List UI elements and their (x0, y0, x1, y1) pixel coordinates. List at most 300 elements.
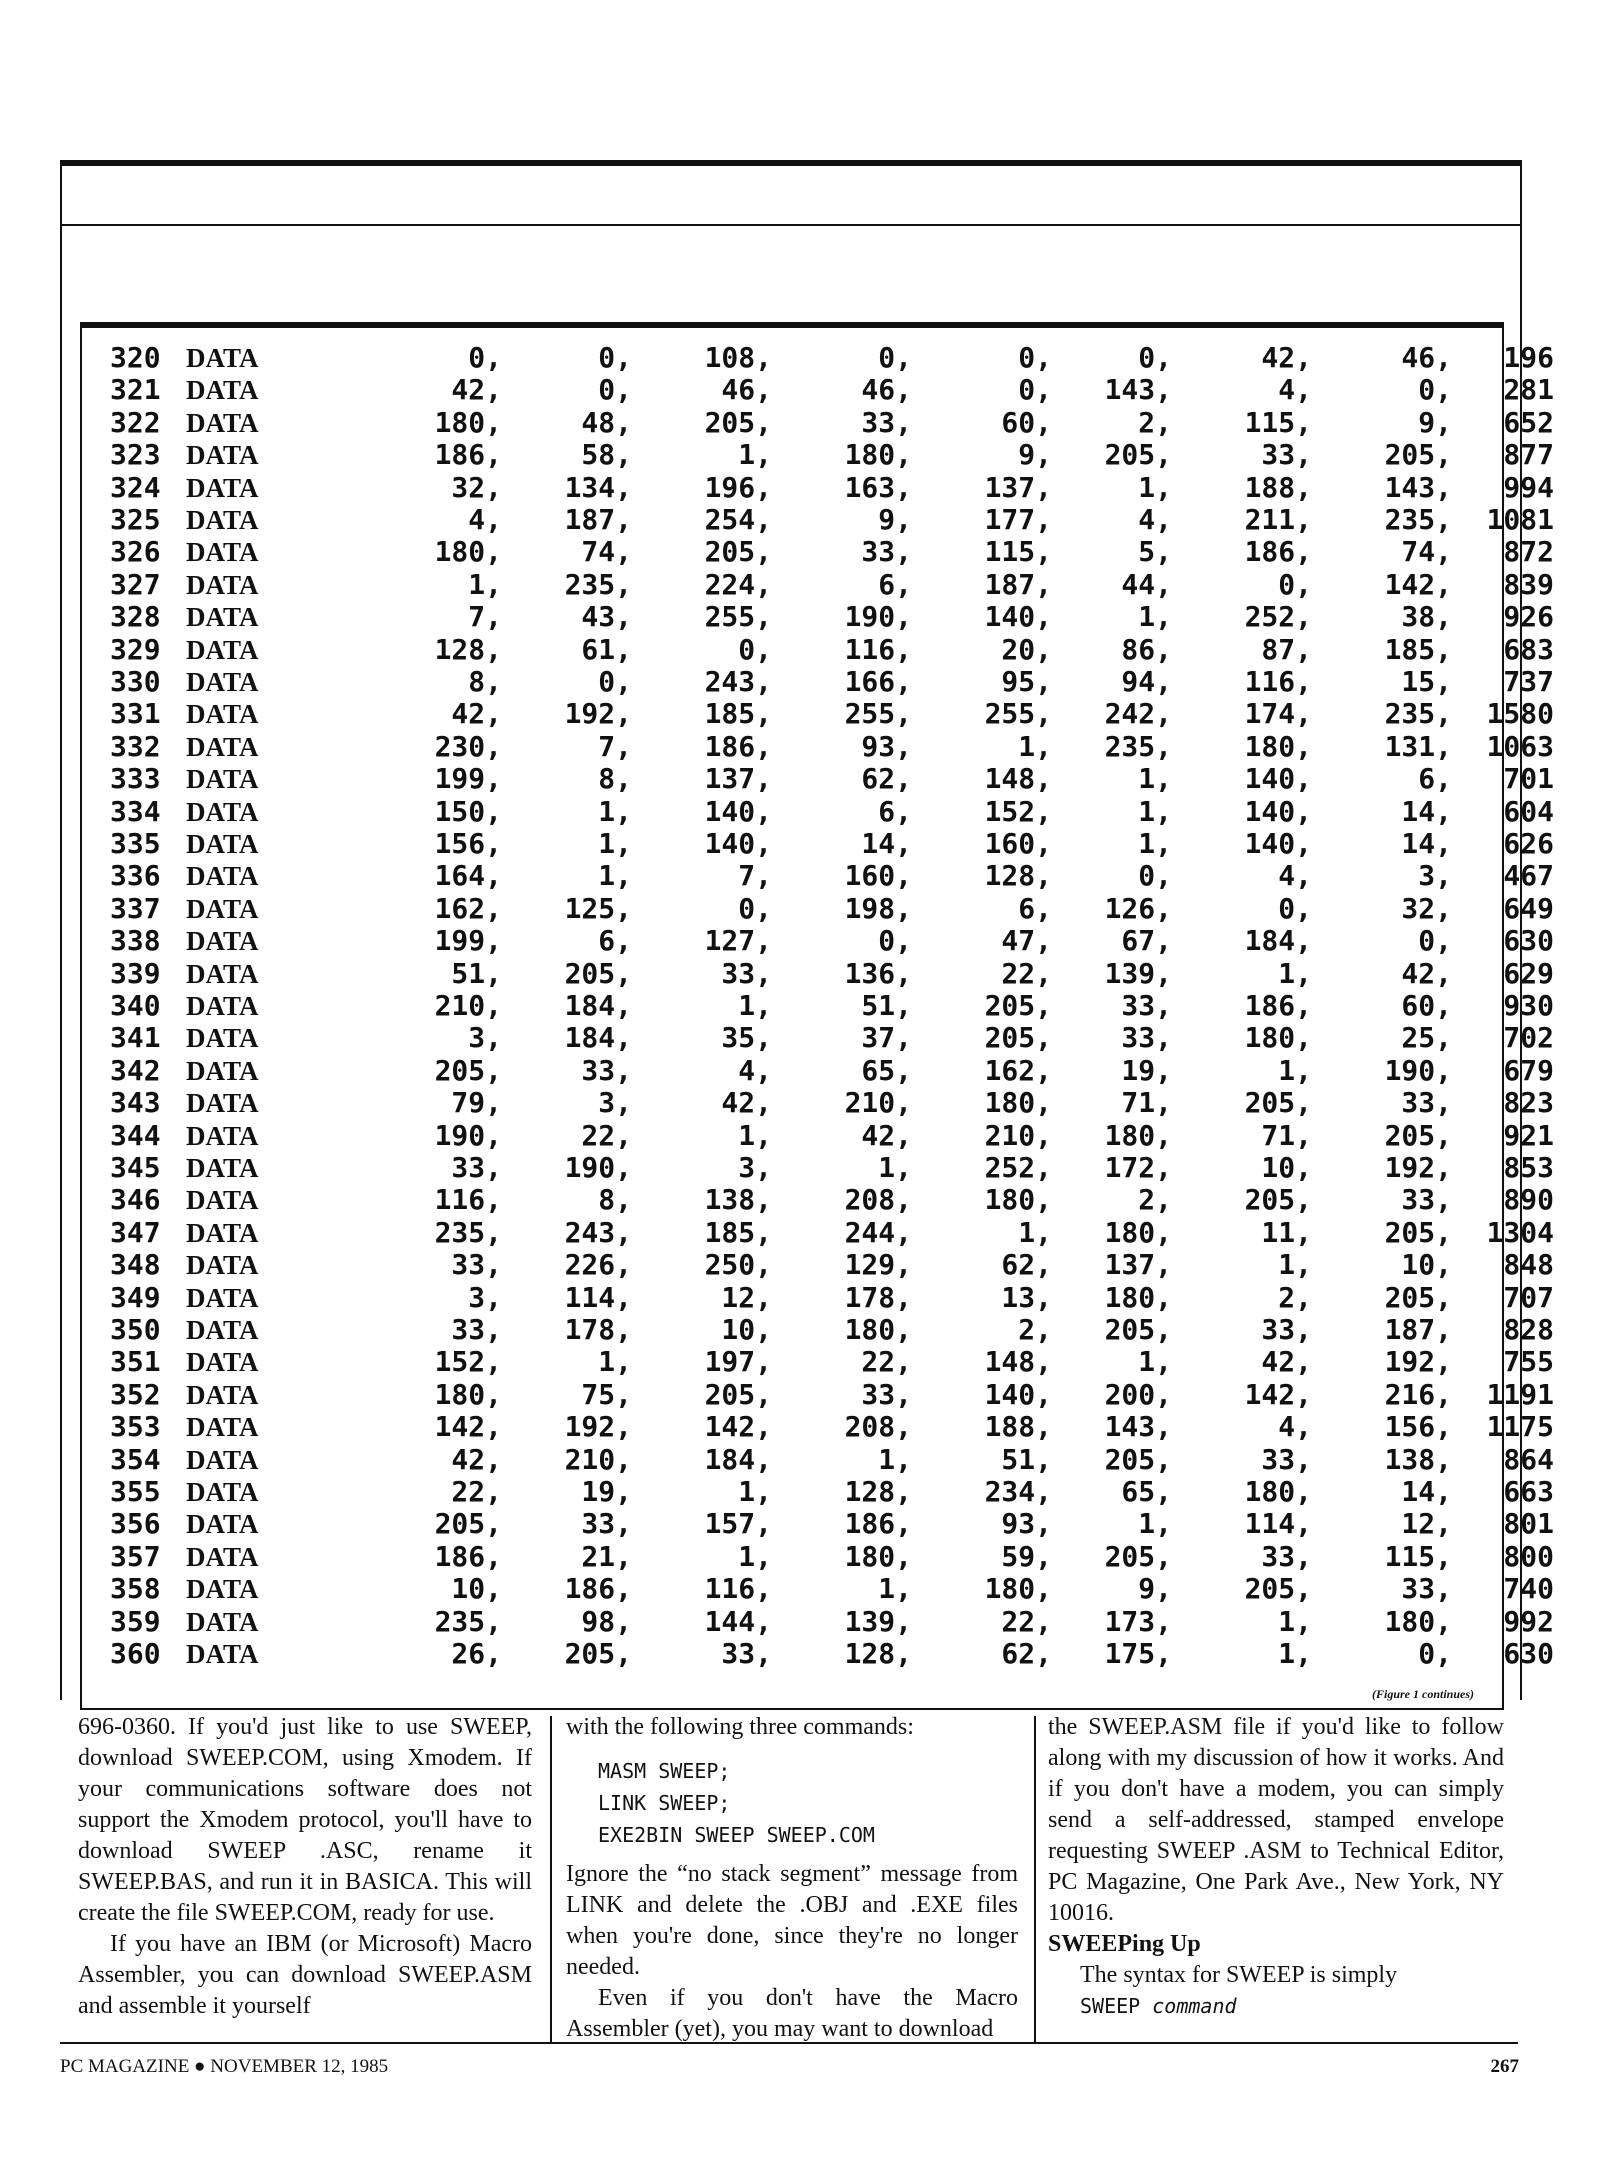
data-keyword: DATA (186, 343, 259, 373)
line-number: 360 (110, 1637, 161, 1670)
data-value: 166, (844, 665, 912, 698)
line-number: 340 (110, 989, 161, 1022)
data-value: 142, (434, 1410, 502, 1444)
data-value: 5, (1138, 535, 1172, 569)
data-value: 1, (1138, 600, 1172, 634)
listing-row (82, 470, 1554, 504)
line-number: 351 (110, 1345, 161, 1379)
paragraph: The syntax for SWEEP is simply (1080, 1962, 1398, 1988)
line-number: 330 (110, 665, 161, 698)
data-value: 0, (738, 632, 772, 666)
data-value: 2, (1138, 1183, 1172, 1217)
data-keyword: DATA (186, 699, 259, 730)
data-value: 144, (704, 1604, 772, 1638)
line-number: 352 (110, 1377, 161, 1411)
paragraph: Ignore the “no stack segment” message from LINK and delete the .OBJ and .EXE files when you're done, since they're no longer needed. (566, 1861, 1018, 1980)
listing-row (82, 1410, 1554, 1444)
data-value: 180, (984, 1572, 1052, 1606)
data-value: 33, (451, 1151, 502, 1184)
data-value: 1, (878, 1442, 912, 1476)
data-value: 9, (878, 503, 912, 536)
data-value: 186, (1244, 535, 1312, 569)
listing-row (82, 1475, 1554, 1508)
checksum-value: 281 (1503, 373, 1554, 407)
article-column-2 (566, 1712, 1018, 2042)
data-value: 205, (704, 405, 772, 439)
data-value: 1, (1278, 956, 1312, 990)
data-value: 152, (984, 794, 1052, 828)
section-heading: SWEEPing Up (1048, 1931, 1201, 1957)
data-value: 200, (1104, 1377, 1172, 1411)
data-value: 235, (1384, 697, 1452, 731)
data-keyword: DATA (186, 1153, 259, 1183)
data-value: 140, (704, 794, 772, 828)
data-value: 244, (844, 1215, 912, 1249)
data-value: 3, (738, 1151, 772, 1184)
data-value: 9, (1418, 405, 1452, 439)
data-value: 140, (984, 600, 1052, 634)
data-value: 235, (1104, 729, 1172, 763)
data-value: 33, (861, 1377, 912, 1411)
listing-row (82, 1086, 1554, 1120)
data-value: 6, (598, 924, 632, 958)
paragraph: the SWEEP.ASM file if you'd like to follow along with my discussion of how it works. And if you don't have a modem, you can simply send a self-addressed, stamped envelope requesting SWEEP .ASM to Technical Editor, PC Magazine, One Park Ave., New York, NY 10016. (1048, 1714, 1504, 1926)
data-value: 33, (1121, 989, 1172, 1022)
data-value: 184, (564, 989, 632, 1022)
data-value: 180, (434, 405, 502, 439)
data-value: 235, (434, 1215, 502, 1249)
data-value: 140, (704, 827, 772, 860)
data-value: 33, (721, 1637, 772, 1670)
data-value: 33, (1261, 1313, 1312, 1346)
data-value: 163, (844, 470, 912, 504)
data-value: 178, (564, 1313, 632, 1346)
data-value: 197, (704, 1345, 772, 1379)
data-value: 51, (1001, 1442, 1052, 1476)
data-value: 33, (1401, 1086, 1452, 1120)
data-value: 164, (434, 859, 502, 893)
checksum-value: 1304 (1486, 1215, 1554, 1249)
data-value: 1, (1018, 729, 1052, 763)
line-number: 327 (110, 567, 161, 601)
data-value: 4, (1138, 503, 1172, 536)
data-value: 10, (1261, 1151, 1312, 1184)
data-value: 37, (861, 1021, 912, 1055)
data-value: 1, (878, 1151, 912, 1184)
data-value: 21, (581, 1539, 632, 1573)
checksum-value: 877 (1503, 438, 1554, 472)
data-value: 116, (434, 1183, 502, 1217)
checksum-value: 853 (1503, 1151, 1554, 1184)
data-value: 224, (704, 567, 772, 601)
data-value: 2, (1138, 405, 1172, 439)
data-value: 242, (1104, 697, 1172, 731)
line-number: 345 (110, 1151, 161, 1184)
data-keyword: DATA (186, 1477, 259, 1507)
data-keyword: DATA (186, 1541, 259, 1572)
data-value: 6, (878, 794, 912, 828)
line-number: 348 (110, 1248, 161, 1282)
checksum-value: 1191 (1486, 1377, 1554, 1411)
line-number: 326 (110, 535, 161, 569)
data-value: 38, (1401, 600, 1452, 634)
data-value: 143, (1384, 470, 1452, 504)
data-value: 136, (844, 956, 912, 990)
checksum-value: 630 (1503, 1637, 1554, 1670)
data-value: 0, (878, 924, 912, 958)
data-value: 26, (451, 1637, 502, 1670)
data-value: 1, (1138, 794, 1172, 828)
column-divider (1034, 1716, 1036, 2042)
data-value: 44, (1121, 567, 1172, 601)
data-value: 186, (844, 1507, 912, 1541)
data-value: 1, (738, 1475, 772, 1508)
data-value: 180, (984, 1086, 1052, 1120)
data-value: 205, (1244, 1572, 1312, 1606)
data-value: 86, (1121, 632, 1172, 666)
checksum-value: 800 (1503, 1539, 1554, 1573)
data-value: 65, (861, 1053, 912, 1087)
data-keyword: DATA (186, 375, 259, 406)
data-keyword: DATA (186, 1315, 259, 1345)
data-keyword: DATA (186, 1606, 259, 1637)
data-value: 150, (434, 794, 502, 828)
data-value: 8, (598, 1183, 632, 1217)
listing-row (82, 341, 1554, 374)
data-value: 4, (1278, 1410, 1312, 1444)
data-value: 162, (984, 1053, 1052, 1087)
line-number: 354 (110, 1442, 161, 1476)
checksum-value: 755 (1503, 1345, 1554, 1379)
data-value: 51, (861, 989, 912, 1022)
data-keyword: DATA (186, 634, 259, 665)
data-value: 205, (1104, 1313, 1172, 1346)
data-value: 4, (468, 503, 502, 536)
data-value: 75, (581, 1377, 632, 1411)
data-value: 12, (1401, 1507, 1452, 1541)
line-number: 336 (110, 859, 161, 893)
listing-row (82, 373, 1554, 407)
data-value: 128, (984, 859, 1052, 893)
data-value: 0, (468, 341, 502, 374)
data-value: 188, (1244, 470, 1312, 504)
data-value: 1, (878, 1572, 912, 1606)
data-value: 184, (704, 1442, 772, 1476)
data-value: 196, (704, 470, 772, 504)
data-value: 180, (1104, 1118, 1172, 1152)
command-line: MASM SWEEP; (598, 1759, 731, 1783)
line-number: 335 (110, 827, 161, 860)
checksum-value: 196 (1503, 341, 1554, 374)
listing-row (82, 1637, 1554, 1670)
data-value: 180, (844, 1539, 912, 1573)
data-value: 22, (581, 1118, 632, 1152)
listing-row (82, 1442, 1554, 1476)
data-value: 19, (581, 1475, 632, 1508)
data-value: 180, (434, 535, 502, 569)
data-value: 185, (704, 1215, 772, 1249)
data-value: 47, (1001, 924, 1052, 958)
data-value: 33, (721, 956, 772, 990)
data-value: 210, (984, 1118, 1052, 1152)
data-value: 9, (1138, 1572, 1172, 1606)
listing-row (82, 1345, 1554, 1379)
data-keyword: DATA (186, 1509, 259, 1540)
data-value: 48, (581, 405, 632, 439)
listing-row (82, 1313, 1554, 1346)
line-number: 332 (110, 729, 161, 763)
data-value: 6, (878, 567, 912, 601)
checksum-value: 629 (1503, 956, 1554, 990)
checksum-value: 839 (1503, 567, 1554, 601)
listing-row (82, 924, 1554, 958)
data-keyword: DATA (186, 569, 259, 600)
data-value: 255, (844, 697, 912, 731)
data-value: 0, (1018, 373, 1052, 407)
data-value: 210, (434, 989, 502, 1022)
data-value: 190, (564, 1151, 632, 1184)
data-value: 22, (861, 1345, 912, 1379)
article-column-3 (1048, 1712, 1504, 2042)
data-value: 126, (1104, 891, 1172, 925)
data-value: 205, (434, 1053, 502, 1087)
data-value: 148, (984, 762, 1052, 796)
listing-row (82, 632, 1554, 666)
data-value: 35, (721, 1021, 772, 1055)
line-number: 357 (110, 1539, 161, 1573)
data-value: 128, (844, 1637, 912, 1670)
data-value: 116, (1244, 665, 1312, 698)
data-value: 42, (721, 1086, 772, 1120)
data-value: 131, (1384, 729, 1452, 763)
line-number: 334 (110, 794, 161, 828)
data-value: 235, (564, 567, 632, 601)
checksum-value: 921 (1503, 1118, 1554, 1152)
data-value: 6, (1418, 762, 1452, 796)
checksum-value: 801 (1503, 1507, 1554, 1541)
data-value: 1, (1018, 1215, 1052, 1249)
data-value: 174, (1244, 697, 1312, 731)
data-value: 1, (1278, 1053, 1312, 1087)
data-value: 140, (1244, 794, 1312, 828)
data-value: 10, (1401, 1248, 1452, 1282)
data-value: 250, (704, 1248, 772, 1282)
data-value: 95, (1001, 665, 1052, 698)
data-keyword: DATA (186, 861, 259, 892)
data-value: 205, (1384, 1215, 1452, 1249)
data-keyword: DATA (186, 1379, 259, 1410)
data-value: 3, (598, 1086, 632, 1120)
checksum-value: 1063 (1486, 729, 1554, 763)
checksum-value: 864 (1503, 1442, 1554, 1476)
data-value: 156, (1384, 1410, 1452, 1444)
listing-row (82, 729, 1554, 763)
data-value: 187, (1384, 1313, 1452, 1346)
data-listing (80, 322, 1554, 1710)
listing-row (82, 665, 1554, 698)
data-value: 60, (1401, 989, 1452, 1022)
line-number: 342 (110, 1053, 161, 1087)
data-keyword: DATA (186, 926, 259, 957)
data-value: 187, (984, 567, 1052, 601)
data-value: 205, (1384, 1280, 1452, 1314)
data-value: 180, (1244, 1475, 1312, 1508)
data-value: 1, (1278, 1604, 1312, 1638)
data-value: 205, (434, 1507, 502, 1541)
line-number: 323 (110, 438, 161, 472)
data-value: 156, (434, 827, 502, 860)
data-value: 255, (984, 697, 1052, 731)
line-number: 338 (110, 924, 161, 958)
data-value: 3, (1418, 859, 1452, 893)
checksum-value: 737 (1503, 665, 1554, 698)
data-value: 127, (704, 924, 772, 958)
data-value: 33, (1401, 1572, 1452, 1606)
data-value: 205, (1384, 1118, 1452, 1152)
data-value: 0, (1138, 341, 1172, 374)
data-value: 192, (564, 697, 632, 731)
data-keyword: DATA (186, 958, 259, 989)
line-number: 344 (110, 1118, 161, 1152)
checksum-value: 683 (1503, 632, 1554, 666)
command-listing (598, 1755, 1018, 1851)
data-value: 8, (598, 762, 632, 796)
data-value: 7, (598, 729, 632, 763)
data-value: 243, (564, 1215, 632, 1249)
data-value: 14, (861, 827, 912, 860)
data-value: 33, (581, 1507, 632, 1541)
data-keyword: DATA (186, 1120, 259, 1151)
data-value: 0, (1418, 373, 1452, 407)
checksum-value: 828 (1503, 1313, 1554, 1346)
listing-row (82, 1539, 1554, 1573)
data-value: 205, (1244, 1086, 1312, 1120)
data-value: 208, (844, 1410, 912, 1444)
data-keyword: DATA (186, 1444, 259, 1475)
data-value: 9, (1018, 438, 1052, 472)
data-value: 129, (844, 1248, 912, 1282)
listing-row (82, 859, 1554, 893)
data-value: 33, (451, 1313, 502, 1346)
listing-row (82, 567, 1554, 601)
checksum-value: 652 (1503, 405, 1554, 439)
data-value: 1, (598, 1345, 632, 1379)
data-value: 46, (861, 373, 912, 407)
data-value: 22, (451, 1475, 502, 1508)
data-value: 114, (564, 1280, 632, 1314)
command-line: EXE2BIN SWEEP SWEEP.COM (598, 1823, 875, 1847)
data-value: 210, (844, 1086, 912, 1120)
data-value: 12, (721, 1280, 772, 1314)
data-value: 2, (1018, 1313, 1052, 1346)
data-value: 93, (861, 729, 912, 763)
data-value: 139, (1104, 956, 1172, 990)
listing-row (82, 891, 1554, 925)
data-value: 22, (1001, 956, 1052, 990)
line-number: 325 (110, 503, 161, 536)
line-number: 356 (110, 1507, 161, 1541)
data-value: 1, (598, 859, 632, 893)
data-value: 226, (564, 1248, 632, 1282)
line-number: 358 (110, 1572, 161, 1606)
checksum-value: 992 (1503, 1604, 1554, 1638)
line-number: 324 (110, 470, 161, 504)
data-value: 62, (861, 762, 912, 796)
line-number: 359 (110, 1604, 161, 1638)
data-value: 252, (1244, 600, 1312, 634)
data-value: 192, (564, 1410, 632, 1444)
line-number: 320 (110, 341, 161, 374)
line-number: 343 (110, 1086, 161, 1120)
listing-row (82, 503, 1554, 536)
syntax-command: SWEEP (1080, 1994, 1141, 2018)
checksum-value: 890 (1503, 1183, 1554, 1217)
data-value: 1, (1278, 1637, 1312, 1670)
data-value: 160, (984, 827, 1052, 860)
data-value: 139, (844, 1604, 912, 1638)
line-number: 339 (110, 956, 161, 990)
data-keyword: DATA (186, 667, 259, 697)
data-value: 1, (738, 989, 772, 1022)
syntax-argument: command (1152, 1994, 1237, 2018)
data-value: 114, (1244, 1507, 1312, 1541)
data-value: 71, (1121, 1086, 1172, 1120)
checksum-value: 740 (1503, 1572, 1554, 1606)
data-value: 116, (704, 1572, 772, 1606)
data-value: 172, (1104, 1151, 1172, 1184)
line-number: 355 (110, 1475, 161, 1508)
data-value: 74, (581, 535, 632, 569)
data-value: 1, (1138, 470, 1172, 504)
listing-row (82, 1053, 1554, 1087)
data-keyword: DATA (186, 1412, 259, 1443)
data-keyword: DATA (186, 1347, 259, 1378)
data-value: 1, (738, 1118, 772, 1152)
data-keyword: DATA (186, 764, 259, 795)
data-value: 190, (844, 600, 912, 634)
line-number: 321 (110, 373, 161, 407)
checksum-value: 630 (1503, 924, 1554, 958)
line-number: 341 (110, 1021, 161, 1055)
data-value: 115, (1384, 1539, 1452, 1573)
data-value: 58, (581, 438, 632, 472)
paragraph: Even if you don't have the Macro Assembler (yet), you may want to download (566, 1985, 1018, 2042)
data-value: 180, (1384, 1604, 1452, 1638)
data-value: 42, (451, 697, 502, 731)
listing-row (82, 697, 1554, 731)
header-box (60, 160, 1522, 226)
data-keyword: DATA (186, 1055, 259, 1086)
data-value: 188, (984, 1410, 1052, 1444)
paragraph: If you have an IBM (or Microsoft) Macro Assembler, you can download SWEEP.ASM and assemble it yourself (78, 1931, 532, 2019)
data-value: 186, (1244, 989, 1312, 1022)
data-keyword: DATA (186, 1217, 259, 1248)
checksum-value: 872 (1503, 535, 1554, 569)
checksum-value: 930 (1503, 989, 1554, 1022)
figure-caption: (Figure 1 continues) (1371, 1687, 1474, 1701)
data-value: 192, (1384, 1151, 1452, 1184)
data-keyword: DATA (186, 440, 259, 471)
checksum-value: 604 (1503, 794, 1554, 828)
data-value: 137, (704, 762, 772, 796)
data-value: 180, (1244, 1021, 1312, 1055)
data-value: 205, (1104, 1442, 1172, 1476)
data-keyword: DATA (186, 602, 259, 633)
data-value: 65, (1121, 1475, 1172, 1508)
data-value: 115, (1244, 405, 1312, 439)
data-value: 22, (1001, 1604, 1052, 1638)
data-value: 33, (1401, 1183, 1452, 1217)
